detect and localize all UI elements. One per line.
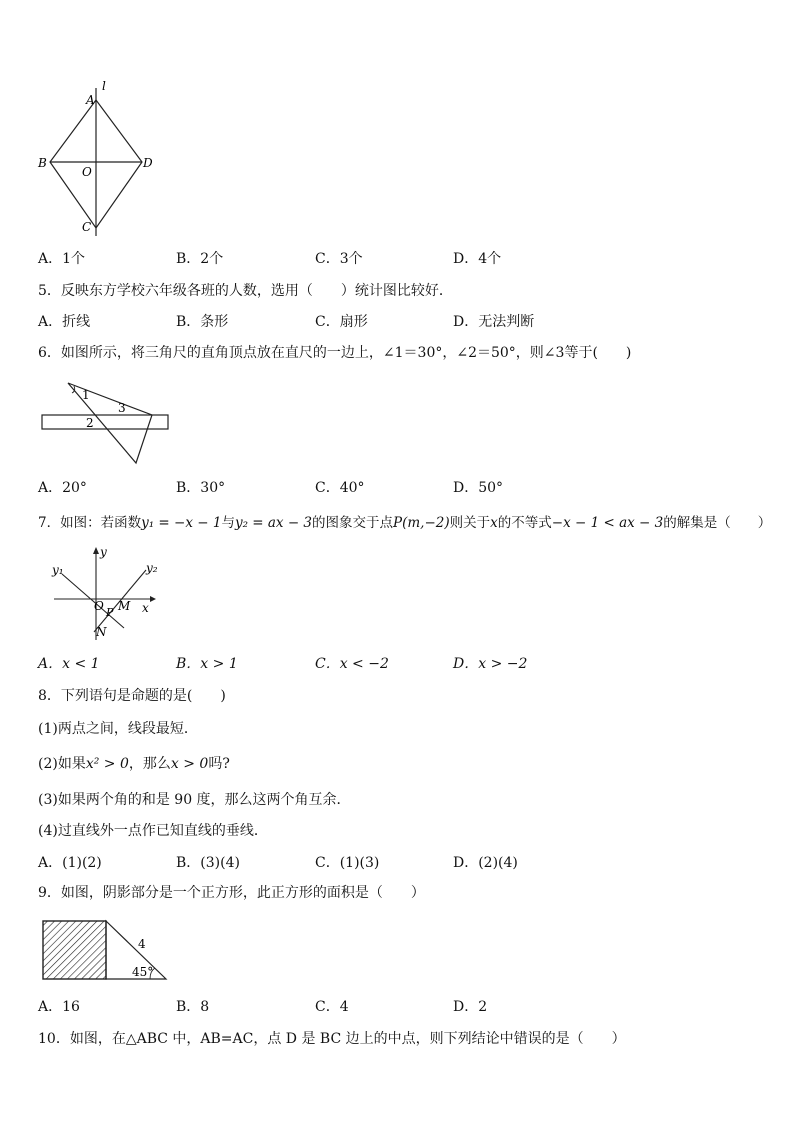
q7-var: x [490,515,498,531]
q8-option-a[interactable]: A．(1)(2) [38,855,102,871]
q7-stem-4: 的不等式 [497,515,552,531]
triangle-ruler [68,383,152,463]
q6-stem-text: 6．如图所示，将三角尺的直角顶点放在直尺的一边上， [38,345,383,361]
label-p: P [106,606,114,619]
q5-stem: 5．反映东方学校六年级各班的人数，选用（ ）统计图比较好． [38,283,453,299]
q8-s2-formula-2: x > 0 [170,756,209,772]
label-m: M [118,599,131,613]
q7-stem-2: 的图象交于点 [312,515,394,531]
q7-stem [38,514,771,532]
q7-function-1: y₁ = −x − 1 [141,515,222,531]
label-y: y [100,545,107,559]
q9-stem: 9．如图，阴影部分是一个正方形，此正方形的面积是（ ） [38,885,425,901]
q7-option-c[interactable]: C．x < −2 [315,656,389,672]
q5-option-c[interactable]: C．扇形 [315,314,368,330]
label-o: O [82,165,92,179]
x-axis-arrow [150,596,156,602]
label-d: D [143,156,153,170]
q4-option-c[interactable]: C．3个 [315,251,363,267]
q9-option-c[interactable]: C．4 [315,999,349,1015]
label-n: N [96,625,107,639]
q4-option-a[interactable]: A．1个 [38,251,86,267]
q7-function-2: y₂ = ax − 3 [234,515,313,531]
q6-stem [38,344,631,362]
line-y1 [62,574,124,628]
label-l: l [102,79,106,93]
label-b: B [38,156,47,170]
label-x: x [142,601,149,615]
q9-option-d[interactable]: D．2 [453,999,488,1015]
label-y2: y₂ [146,561,158,575]
q8-stem: 8．下列语句是命题的是( ) [38,688,226,704]
q6-option-b[interactable]: B．30° [176,480,226,496]
q7-and: 与 [221,515,235,531]
q6-option-a[interactable]: A．20° [38,480,87,496]
q7-graph-figure [46,544,166,644]
q7-inequality: −x − 1 < ax − 3 [551,515,664,531]
label-angle-1: 1 [82,388,90,402]
q4-rhombus-figure [30,78,170,240]
q4-option-b[interactable]: B．2个 [176,251,224,267]
label-origin: O [94,599,104,613]
label-side-4: 4 [138,937,146,951]
q8-statement-4: (4)过直线外一点作已知直线的垂线． [38,823,268,839]
q8-s2-a: (2)如果 [38,756,86,772]
q7-stem-1: 7．如图：若函数 [38,515,142,531]
q7-option-d[interactable]: D．x > −2 [453,656,528,672]
label-c: C [82,220,92,234]
q7-option-a[interactable]: A．x < 1 [38,656,100,672]
q7-stem-5: 的解集是（ ） [663,515,772,531]
q5-option-d[interactable]: D．无法判断 [453,314,535,330]
q6-ruler-triangle-figure [38,375,178,470]
q8-statement-2 [38,755,230,773]
q8-statement-3: (3)如果两个角的和是 90 度，那么这两个角互余． [38,792,351,808]
q7-stem-3: 则关于 [449,515,491,531]
q6-option-d[interactable]: D．50° [453,480,504,496]
q8-option-c[interactable]: C．(1)(3) [315,855,380,871]
q7-option-b[interactable]: B．x > 1 [176,656,238,672]
label-angle-45: 45° [132,965,154,979]
q6-stem-angles: ∠1＝30°，∠2＝50°，则∠3等于( ) [382,345,632,361]
q8-s2-c: ，那么 [128,756,171,772]
label-y1: y₁ [52,563,64,577]
q8-s2-e: 吗? [208,756,230,772]
q7-point: P(m,−2) [393,515,450,531]
q9-option-b[interactable]: B．8 [176,999,210,1015]
q8-statement-1: (1)两点之间，线段最短． [38,721,198,737]
q10-stem: 10．如图，在△ABC 中，AB=AC，点 D 是 BC 边上的中点，则下列结论中错误的是（ ） [38,1031,626,1047]
q5-option-b[interactable]: B．条形 [176,314,229,330]
label-angle-2: 2 [86,416,94,430]
q9-option-a[interactable]: A．16 [38,999,80,1015]
q4-option-d[interactable]: D．4个 [453,251,502,267]
shaded-square [43,921,106,979]
label-angle-3: 3 [118,401,126,415]
q8-option-d[interactable]: D．(2)(4) [453,855,518,871]
q6-option-c[interactable]: C．40° [315,480,365,496]
label-a: A [86,93,95,107]
q9-square-figure [38,916,178,986]
q8-option-b[interactable]: B．(3)(4) [176,855,240,871]
y-axis-arrow [93,547,99,554]
q5-option-a[interactable]: A．折线 [38,314,91,330]
q8-s2-formula-1: x² > 0 [85,756,129,772]
